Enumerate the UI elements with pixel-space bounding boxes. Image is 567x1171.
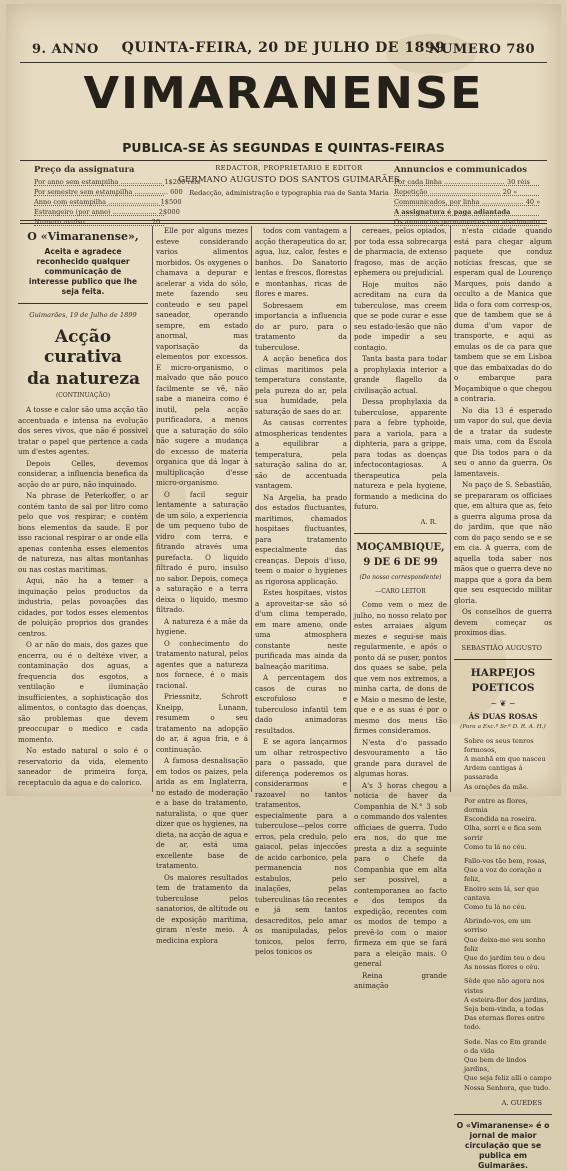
issue-date: QUINTA-FEIRA, 20 DE JULHO DE 1899 <box>121 40 446 56</box>
verse: Das eternas flores entre todo. <box>464 1014 545 1032</box>
verse: Que bem de lindos jardins, <box>464 1056 527 1074</box>
verse: Como tu lá no céu. <box>464 902 527 911</box>
verse: Que do jardim teu o deu <box>464 953 546 962</box>
editor-address: Redacção, administração e typographia rua de Santa Maria <box>189 189 389 197</box>
announcements-heading: Annuncios e communicados <box>394 165 528 175</box>
column-divider <box>350 226 351 792</box>
newspaper-title: VIMARANENSE <box>83 67 484 119</box>
ornament-icon: ~ ❦ ~ <box>490 699 516 708</box>
newspaper-page <box>6 4 561 1171</box>
verse: Sobre os seus tenros formosos, <box>464 736 534 754</box>
paragraph: A natureza é a mãe da hygiene. <box>156 616 248 636</box>
paragraph: Priessnitz, Schrott Kneipp, Lunann, resumem o seu tratamento na adopção do ar, á agua fria, e á continuação. <box>156 692 248 754</box>
divider <box>20 62 547 63</box>
paragraph: No paço de S. Sebastião, se prepararam os officiaes que, em altura que as, feio a guerra alguma prosa da do jardim, que que não com do paço sendo se e se em cia. A guerra, com de aquella toda saber nos mãos que o guerra deve no mappa que a gora da bem que seu esquecido militar gloria. <box>454 480 552 605</box>
subscription-line: Estrangeiro (por anno) ..................... 2$000 <box>34 208 180 216</box>
paragraph: E se agora lançarmos um olhar retrospectivo para o passado, que diferença poderemos os considerarmos e razoavel no tantos tratamentos, especialmente para a tuberculose—pelos corre erros, pela credulo, pelo gaiacol, pelas injeccões de acido carbonico, pela permanencia nos estabulos, pelo inalações, pelas tuberculinas tão recentes e já sem tantos desacreditos, pelo amar os manipuladas, pelos tonicos, pelos ferro, pelos tonicos os <box>255 737 347 956</box>
paragraph: Estes hospitaes, vistos a aproveitar-se são só d'um clima temperado, em mare ameno, onde uma atmosphera constante neste purificada mas ainda da balneação maritima. <box>255 588 347 671</box>
paragraph: O facil seguir lentamente a saturação de um sólo, a experiencia de um pequeno tubo de vidro com terra, e fitrando através uma purefacta. O liquido filtrado é puro, insulso no sabor. Depois, começa a saturação e a terra deixa o liquido, mesmo filtrado. <box>156 489 248 614</box>
column-5 <box>454 226 552 1171</box>
dispatch-subtitle: (Do nosso correspondente) <box>359 574 442 581</box>
poem-title: ÁS DUAS ROSAS <box>468 711 538 721</box>
paragraph: A acção benefica dos climas maritimos pela temperatura constante, pela pureza do ar, pela sua humidade, pela saturação de saes do ar. <box>255 354 347 416</box>
dispatch-title: MOÇAMBIQUE, 9 DE 6 DE 99 <box>356 542 445 568</box>
paragraph: todos com vantagem a acção therapeutica do ar, agua, luz, calor, festes e banhos. Do Sanatorio lentas e frescos, florestas e montanhas, ricas de flores e mares. <box>255 226 347 298</box>
poem-heading: HARPEJOS POETICOS <box>470 667 536 694</box>
editor-roles: REDACTOR, PROPRIETARIO E EDITOR <box>215 164 363 172</box>
announcement-line: Por cada linha ............................. 30 réis <box>394 178 539 186</box>
verse: Sêde que não agora nos vistes <box>464 977 545 995</box>
verse: Que seja feliz alli o campo <box>464 1074 552 1083</box>
poem <box>454 737 552 1093</box>
paragraph: A's 3 horas chegou a noticia de haver da Companhia de N.° 3 sob o commando dos valentes officiaes de guerra. Tudo era nos, do que me presta a diz a seguinte para o Chefe da Companhia que em alta ser possivel, a contemporanea ao facto e dos tempos da expedição, recentes com os modos de tempo a prevê-lo com o maior firmeza em que se fará para a eleição mais. O general <box>354 780 447 968</box>
column-divider <box>251 226 252 792</box>
paragraph: Os maiores resultados tem de tratamento da tuberculose pelos sanatorios, de altitude ou de exposição maritima, giram n'este meio. A medicina explora <box>156 872 248 945</box>
verse: Que a voz do coração a feliz, <box>464 866 542 884</box>
dateline <box>20 38 547 60</box>
verse: A manhã em que nasceu <box>464 754 546 763</box>
paragraph: Tanta basta para todar a prophylaxia interior a grande flagello da civilisação actual. <box>354 354 447 395</box>
column-1 <box>18 226 148 794</box>
divider <box>354 533 447 534</box>
article-note: (CONTINUAÇÃO) <box>55 391 111 399</box>
stanza <box>464 857 552 912</box>
paragraph: Como vem o mez de julho, no nosso relato por estes arraiaes algum mezes e segui-se mais regularmente, e após o ponto dá se puser, pontos dos quaes se sabe, pela que vem nos extremos, a minha carta, de dons de e Maio o mesmo de leste, que e e as suas é por o mesmo dos meus tão firmes consideramos. <box>354 600 447 735</box>
verse: Abrindo-vos, em um sorriso <box>464 917 531 935</box>
verse: Por entre as flores, dormia <box>464 796 528 814</box>
year-label: 9. ANNO <box>32 42 99 57</box>
paragraph: Os conselhos de guerra devem começar os proximos dias. <box>454 607 552 637</box>
dispatch-salutation: —CARO LEITOR <box>375 587 426 595</box>
divider <box>20 220 547 221</box>
paragraph: cereaes, pelos opiados, por toda essa sobrecarga de pharmacia, de extenso fragoso, mas de acção ephemera ou prejudicial. <box>354 226 447 277</box>
paragraph: As causas correntes atmosphericas tendentes a equilibrar a temperatura, pela saturação salina do ar, são de accentuada vantagem. <box>255 418 347 490</box>
verse: A esteira-flor dos jardins, <box>464 995 549 1004</box>
divider <box>454 659 552 660</box>
verse: Escondida na roseira. <box>464 815 537 824</box>
paragraph: Elle por alguns mezes esteve considerando varios alimentos morbidos. Os oxygenes o chamava a depurar e acelerar a vida do sólo, mete fazendo seu conteudo e seu papel saneador, operando sempre, em estado anormal, mas vaporisação da elementos por excessos. E micro-organismo, o malvado que não pouco facilmente se vê, não sabe a maneira como é inutil, pela acção purificadora, a menos que a saturação do sólo não sugere a mudança do excesso de materia organica que dá logar à multiplicação d'esse micro-organismo. <box>156 226 248 487</box>
paragraph: n'esta cidade quando está para chegar algum paquete que conduz notícias frescas, que se esperam qual de Lourenço Marques, pois dando a occulto a de Manica que lida o fora com corresp-os, que de tambem que se á duma d'um vapor de transporte, e aqui as emulas os de ca para que tambem que se em Lisboa que das embaixadas do do o embarque para Moçambique o que chegou a contraria. <box>454 226 552 403</box>
subscription-line: Anno com estampilha ........................ 1$500 <box>34 198 182 206</box>
verse: As nossas flores o céu. <box>464 963 540 972</box>
place-date: Guimarães, 19 de Julho de 1899 <box>29 311 137 319</box>
paragraph: O conhecimento do tratamento natural, pelos agentes que a natureza nos fornece, é o mais racional. <box>156 638 248 690</box>
announcement-line: A assignatura é paga adiantada <box>394 208 539 216</box>
paragraph: Sobresaem em importancia a influencia do ar puro, para o tratamento da tuberculose. <box>255 300 347 352</box>
closing-note: O «Vimaranense» é o jornal de maior circulação que se publica em Guimarães. <box>456 1121 550 1171</box>
paragraph: N'esta d'o passado desvouramento a tão grande para duravel de algumas horas. <box>354 737 447 778</box>
stanza <box>464 977 552 1032</box>
signature: A. R. <box>420 517 437 526</box>
verse: Ardem cantigas á passarada <box>464 764 523 782</box>
verse: Seja bem-vinda, a todas <box>464 1004 544 1013</box>
stanza <box>464 797 552 852</box>
editor-box <box>176 164 402 197</box>
subscription-box <box>34 165 200 228</box>
announcements-box <box>394 166 539 228</box>
article-title-2: da natureza <box>27 368 140 389</box>
column-divider <box>152 226 153 792</box>
subscription-heading: Preço da assignatura <box>34 165 135 175</box>
announcement-line: Os annuncios permanentes tem abatimento <box>394 218 540 226</box>
poem-dedication: (Para a Exc.ª Sr.ª D. R. A. H.) <box>460 724 546 730</box>
subscription-line: Por semestre sem estampilha ................ 600 <box>34 188 183 196</box>
stanza <box>464 917 552 972</box>
divider <box>20 223 547 224</box>
verse: Que deixa-me seu sonho feliz <box>464 935 546 953</box>
paragraph: Na phrase de Peterkoffer, o ar contém tanto de sal por litro como pelo que vos respirar; e contém bons elementos da saude. E por isso racional respirar o ar onde ella apenas contenha esses elementos de natureza, nas altas montanhas ou nas costas maritimas. <box>18 491 148 574</box>
paragraph: Hoje muitos não acreditam na cura da tuberculose, mas creem que se pode curar e esse seu estado-lesão que não pode impedir a seu contagio. <box>354 279 447 352</box>
column-4 <box>354 226 447 990</box>
divider <box>454 1114 552 1115</box>
announcement-line: Repetição .................................. 20 » <box>394 188 539 196</box>
column-divider <box>450 226 451 792</box>
verse: Olha, sorri e e fica sem sorrir <box>464 824 542 842</box>
paragraph: O ar não do mais, dos gazes que encerra, ou é o deltéxe viver, a contaminação dos aguas, a frequencia dos esgotos, a ventilação e iluminação insufficientes, a sophisticação dos alimentos, o contagio das doenças, são problemas que devem preoccupar o medico e cada momento. <box>18 640 148 744</box>
stanza <box>464 737 552 792</box>
verse: Sede. Nas co Em grande o da vida <box>464 1037 547 1055</box>
paragraph: Reina grande animação <box>354 970 447 990</box>
verse: Como tu lá no céu. <box>464 842 527 851</box>
intro-title: O «Vimaranense», <box>27 230 139 243</box>
paragraph: Aqui, não ha a temer a inquinação pelos productos da industria, pelas povoações das cidades, por todos esses elementos de poluição proprios dos grandes centros. <box>18 576 148 638</box>
subscription-line: Por anno sem estampilha .................... 1$200 réis <box>34 178 200 186</box>
paragraph: A famosa desnalisação em todos os paizes, pela arida as em Inglaterra, no estado de moderação e a base do tratamento, naturalista, o que quer dizer que os hygienes, na dieta, na acção de agua e de ar, está uma excellente base de tratamento. <box>156 756 248 870</box>
paragraph: No dia 13 é esperado um vapor do sul, que devia de a tratar da sudeste mais uma, com da Escola que Dia todos para o da seu o anno da guerra. Os lamentaveis. <box>454 405 552 478</box>
verse: As orações da mãe. <box>464 782 529 791</box>
subscription-line: Numero avulso .............................. 20 <box>34 218 164 226</box>
column-3 <box>255 226 347 956</box>
editor-name: GERMANO AUGUSTO DOS SANTOS GUIMARÃES <box>178 175 400 185</box>
stanza <box>464 1038 552 1093</box>
intro-text: Aceita e agradece reconhecido qualquer communicação de interesse publico que lhe seja feita. <box>28 247 138 296</box>
article-title: Acção curativa <box>44 326 122 367</box>
newspaper-subtitle: PUBLICA-SE ÀS SEGUNDAS E QUINTAS-FEIRAS <box>122 140 445 155</box>
paragraph: A percentagem dos casos de curas no escrofuloso e tuberculoso infantil tem dado animadoras resultados. <box>255 673 347 735</box>
paragraph: Dessa prophylaxia da tuberculose, apparente para a febre typhoide, para a variola, para a diphteria, para a grippe, para todas as doenças infectocontagiosas. A therapeutica pela natureza e pela hygiene, formando a medicina do futuro. <box>354 397 447 511</box>
paragraph: Na Argelia, ha prado dos estados fluctuantes, maritimos, chamados hospitaes fluctuantes, para tratamento especialmente das creanças. Depois d'isso, teem o maior o hygienes as rigorosa applicação. <box>255 492 347 586</box>
paragraph: A tosse e calor são uma acção tão accentuada e intensa na evolução dos seres vivos, que não é possivel tratar o papel que pertence a cada um d'estes agentes. <box>18 405 148 456</box>
divider <box>20 160 547 161</box>
verse: Nossa Senhora, que tudo. <box>464 1083 551 1092</box>
column-2 <box>156 226 248 945</box>
divider <box>18 303 148 304</box>
issue-number: NUMERO 780 <box>428 42 535 57</box>
announcement-line: Communicados, por linha .................... 40 » <box>394 198 541 206</box>
verse: Enoiro sem lá, ser que cantava <box>464 884 540 902</box>
poem-signature: A. GUEDES <box>501 1098 542 1107</box>
paragraph: No estado natural o solo é o reservatorio da vida, elemento saneador de primeira força, receptaculo da agua e do calorico. <box>18 746 148 787</box>
paragraph: Depois Celles, devemos considerar, a influencia benefica da acção do ar puro, não inquinado. <box>18 458 148 489</box>
verse: Fallo-vos tão bem, rosas, <box>464 856 547 865</box>
signature: SEBASTIÃO AUGUSTO <box>461 643 542 652</box>
